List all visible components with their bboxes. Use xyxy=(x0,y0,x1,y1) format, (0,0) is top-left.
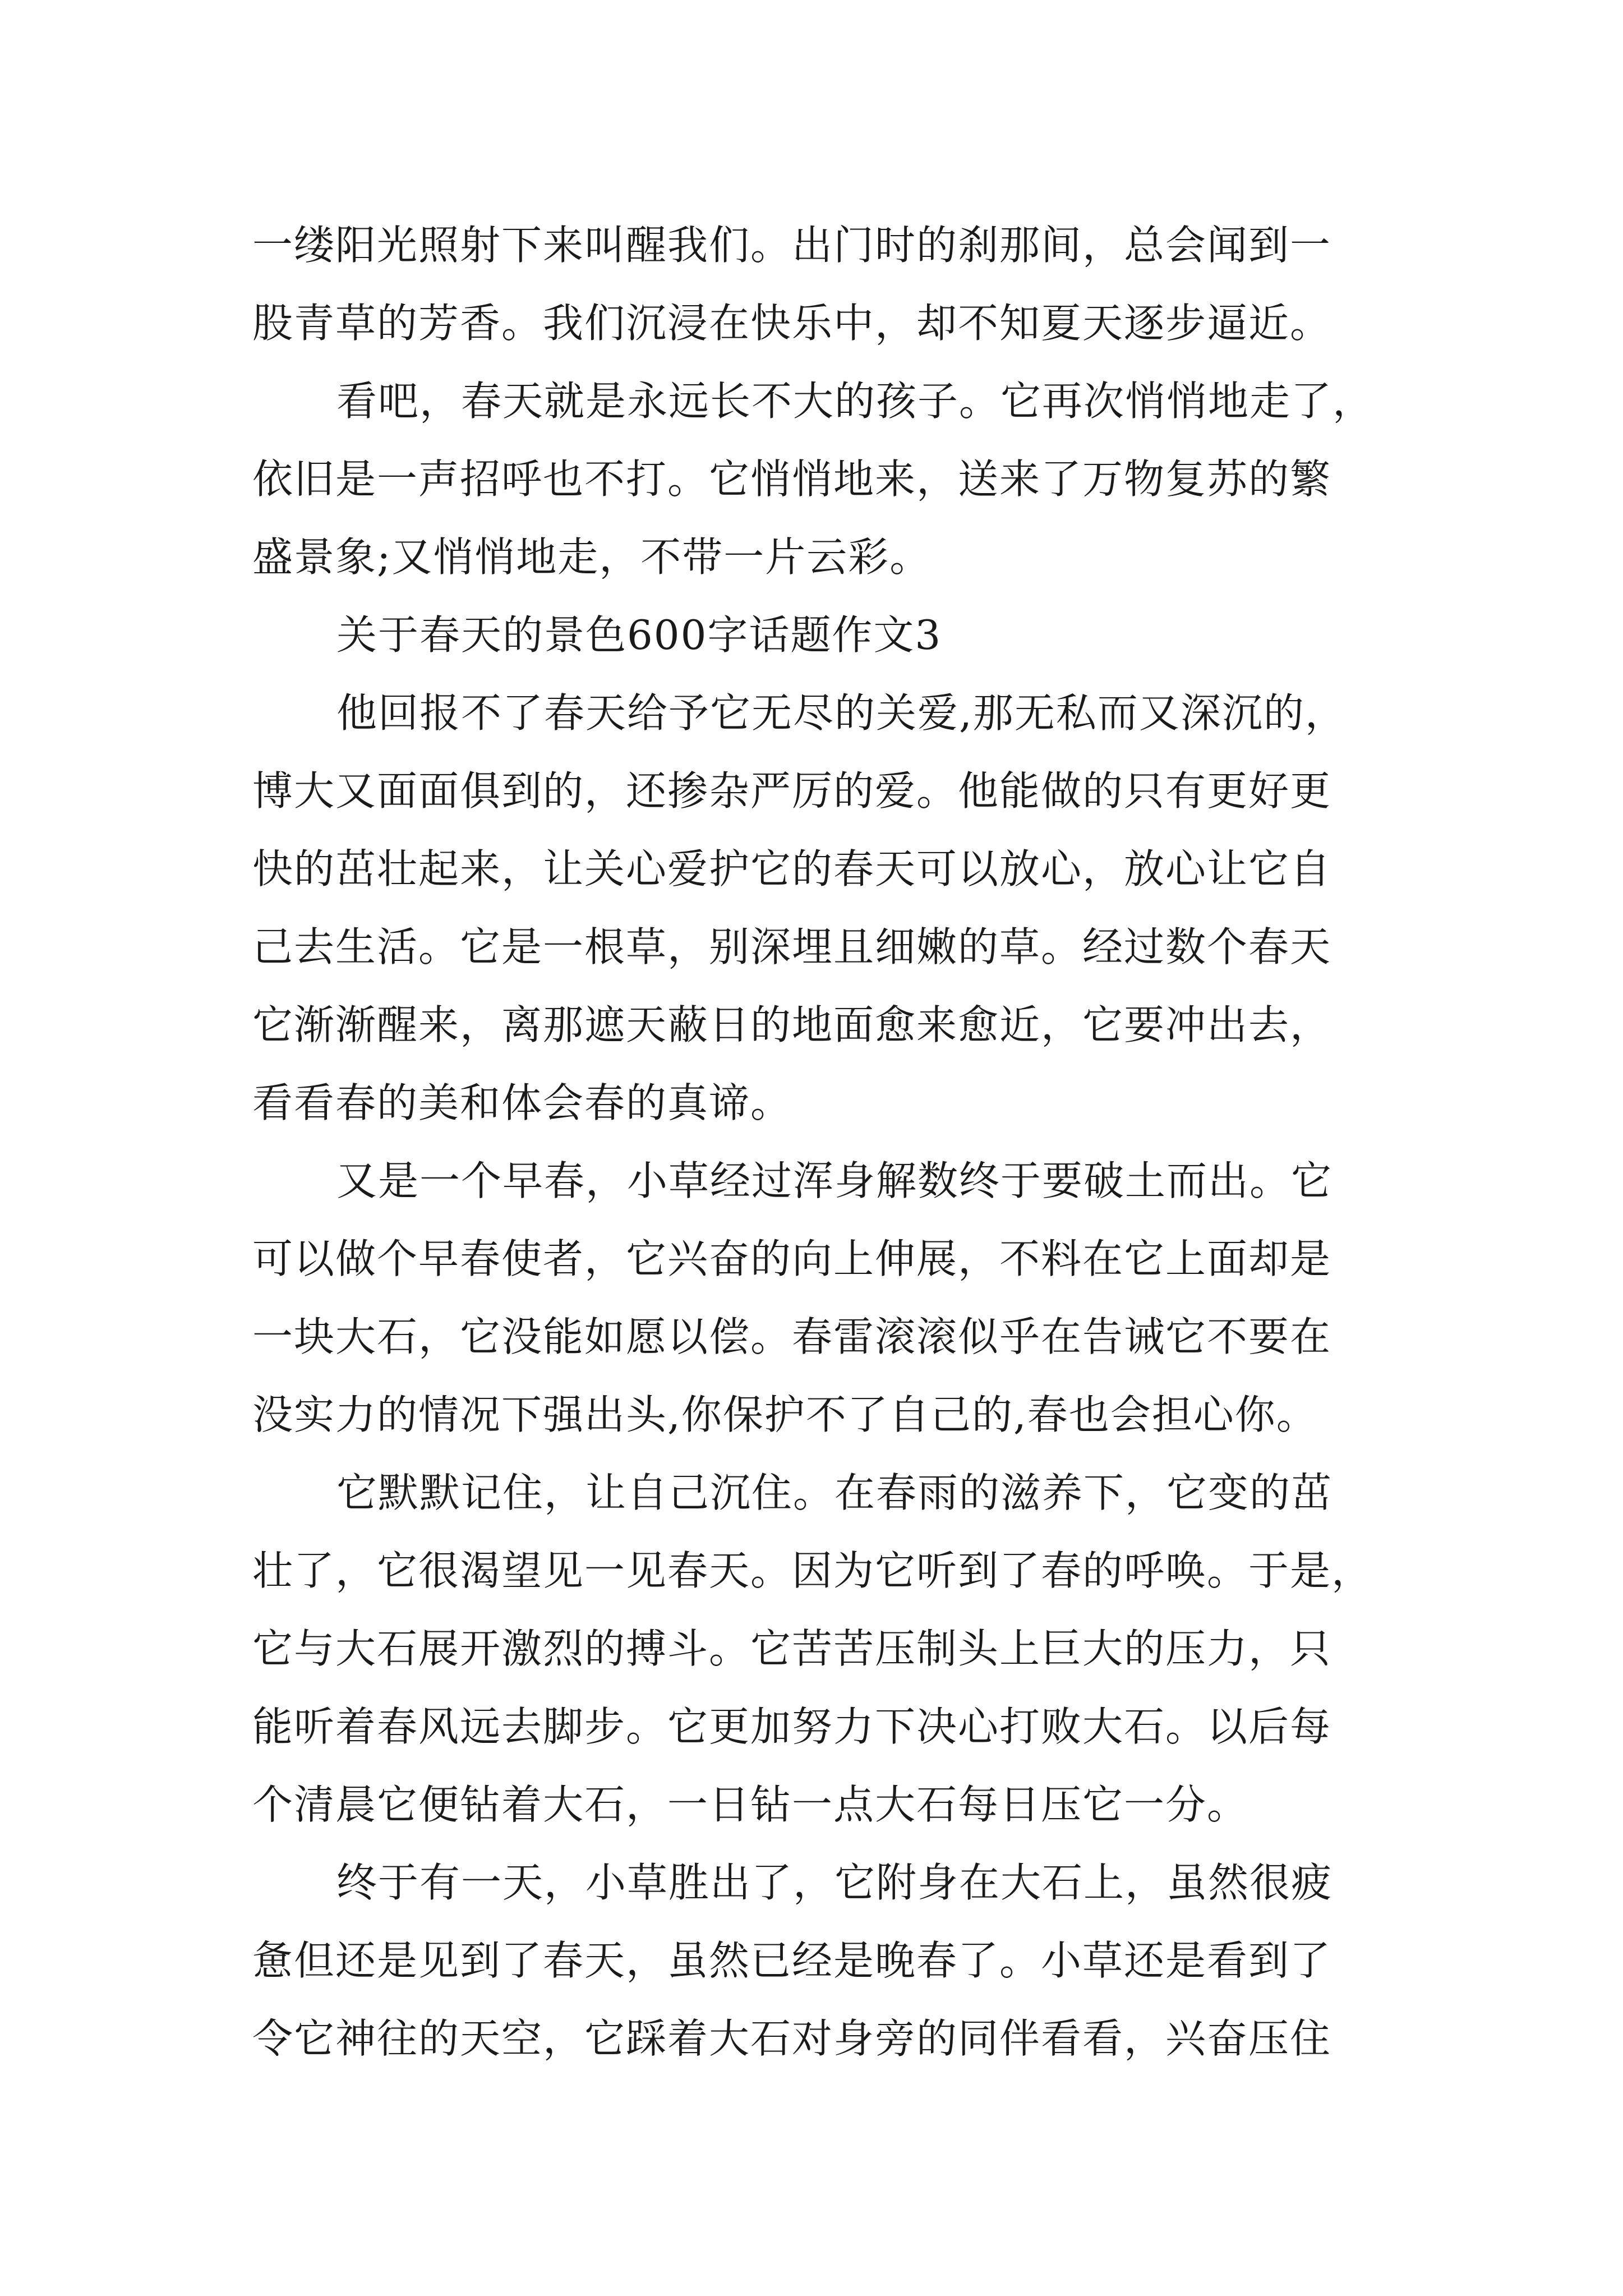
text-line: 又是一个早春，小草经过浑身解数终于要破土而出。它 xyxy=(336,1157,1333,1204)
text-line: 惫但还是见到了春天，虽然已经是晚春了。小草还是看到了 xyxy=(252,1937,1332,1984)
text-line: 股青草的芳香。我们沉浸在快乐中，却不知夏天逐步逼近。 xyxy=(252,300,1332,347)
text-line: 个清晨它便钻着大石，一日钻一点大石每日压它一分。 xyxy=(252,1781,1249,1828)
text-line: 它渐渐醒来，离那遮天蔽日的地面愈来愈近，它要冲出去， xyxy=(252,1001,1332,1048)
text-line: 能听着春风远去脚步。它更加努力下决心打败大石。以后每 xyxy=(252,1703,1332,1750)
text-line: 关于春天的景色600字话题作文3 xyxy=(336,611,942,659)
text-line: 令它神往的天空，它踩着大石对身旁的同伴看看，兴奋压住 xyxy=(252,2015,1332,2062)
text-line: 终于有一天，小草胜出了，它附身在大石上，虽然很疲 xyxy=(336,1859,1333,1906)
text-line: 快的茁壮起来，让关心爱护它的春天可以放心，放心让它自 xyxy=(252,845,1332,892)
text-line: 博大又面面俱到的，还掺杂严厉的爱。他能做的只有更好更 xyxy=(252,767,1332,815)
text-line: 看看春的美和体会春的真谛。 xyxy=(252,1079,792,1126)
text-line: 己去生活。它是一根草，别深埋且细嫩的草。经过数个春天 xyxy=(252,923,1332,970)
text-line: 一缕阳光照射下来叫醒我们。出门时的刹那间，总会闻到一 xyxy=(252,222,1332,269)
text-line: 壮了，它很渴望见一见春天。因为它听到了春的呼唤。于是， xyxy=(252,1547,1373,1594)
text-line: 它与大石展开激烈的搏斗。它苦苦压制头上巨大的压力，只 xyxy=(252,1625,1332,1672)
text-line: 它默默记住，让自己沉住。在春雨的滋养下，它变的茁 xyxy=(336,1469,1333,1516)
text-line: 一块大石，它没能如愿以偿。春雷滚滚似乎在告诫它不要在 xyxy=(252,1313,1332,1360)
text-line: 依旧是一声招呼也不打。它悄悄地来，送来了万物复苏的繁 xyxy=(252,455,1332,503)
text-line: 可以做个早春使者，它兴奋的向上伸展，不料在它上面却是 xyxy=(252,1235,1332,1282)
text-line: 盛景象;又悄悄地走，不带一片云彩。 xyxy=(252,533,932,581)
text-line: 没实力的情况下强出头,你保护不了自己的,春也会担心你。 xyxy=(252,1391,1318,1438)
text-line: 看吧，春天就是永远长不大的孩子。它再次悄悄地走了， xyxy=(336,378,1375,425)
body-text xyxy=(252,206,1396,2078)
text-line: 他回报不了春天给予它无尽的关爱,那无私而又深沉的， xyxy=(336,689,1347,737)
